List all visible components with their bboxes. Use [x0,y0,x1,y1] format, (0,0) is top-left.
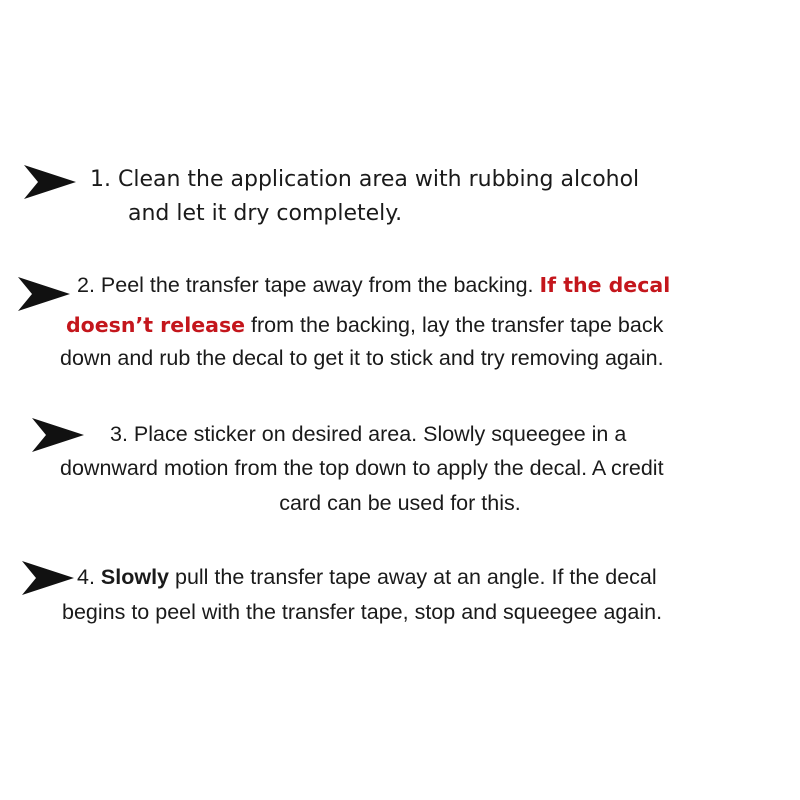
step-2-line-1-text: 2. Peel the transfer tape away from the backing. [77,273,540,297]
arrowhead-icon [18,277,70,311]
step-3-line-3: card can be used for this. [279,491,521,515]
step-2-line-3: down and rub the decal to get it to stick and try removing again. [60,346,664,370]
step-3-line-2: downward motion from the top down to apply the decal. A credit [60,456,664,480]
step-2-line-2-text: from the backing, lay the transfer tape back [245,313,664,337]
arrowhead-icon [22,561,74,595]
step-3-line-1: 3. Place sticker on desired area. Slowly squeegee in a [110,422,627,446]
step-4-emphasis: Slowly [100,565,170,589]
step-1-line-1: 1. Clean the application area with rubbing alcohol [90,167,640,192]
step-4-line-1 [77,560,657,595]
step-4-number: 4. [77,565,101,589]
step-2-line-1 [77,268,670,303]
step-2-highlight-end: doesn’t release [66,313,246,337]
step-4-line-1-text: pull the transfer tape away at an angle. If the decal [169,565,657,589]
arrowhead-icon [32,418,84,452]
step-2-line-2 [66,308,663,343]
arrowhead-icon [24,165,76,199]
step-1-line-2: and let it dry completely. [128,201,403,226]
step-2-highlight-start: If the decal [539,273,671,297]
step-4-line-2: begins to peel with the transfer tape, stop and squeegee again. [62,600,663,624]
